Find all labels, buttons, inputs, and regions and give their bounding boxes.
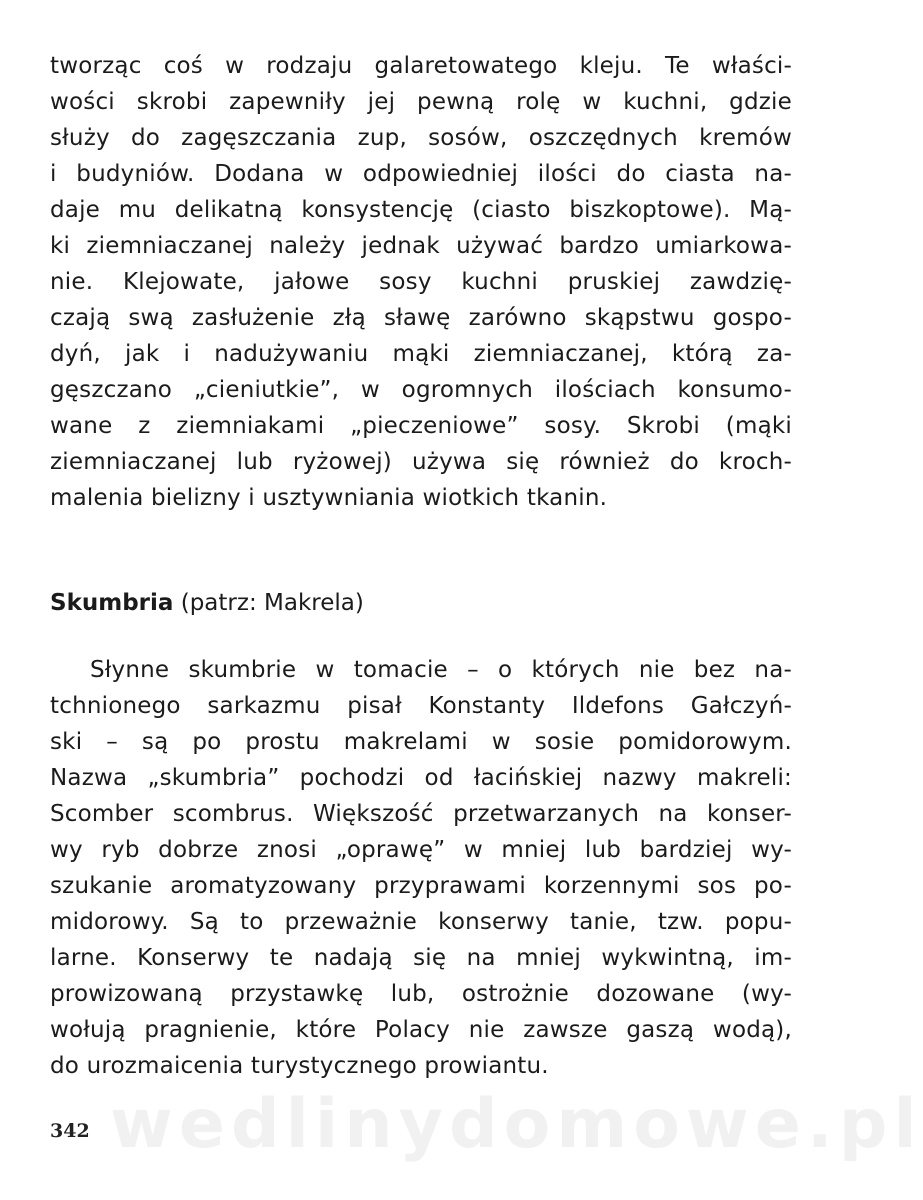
watermark: wedlinydomowe.pl <box>110 1085 923 1164</box>
text-line: prowizowaną przystawkę lub, ostrożnie dozowane (wy- <box>50 981 792 1007</box>
text-line: tworząc coś w rodzaju galaretowatego kleju. Te właści- <box>50 53 792 79</box>
text-line: malenia bielizny i usztywniania wiotkich tkanin. <box>50 485 608 511</box>
text-line: i budyniów. Dodana w odpowiedniej ilości do ciasta na- <box>50 161 792 187</box>
text-line: nie. Klejowate, jałowe sosy kuchni pruskiej zawdzię- <box>50 269 792 295</box>
text-line: daje mu delikatną konsystencję (ciasto biszkoptowe). Mą- <box>50 197 792 223</box>
entry-term: Skumbria <box>50 590 174 616</box>
entry-cross-reference: (patrz: Makrela) <box>180 590 364 616</box>
text-line: midorowy. Są to przeważnie konserwy tanie, tzw. popu- <box>50 909 792 935</box>
text-line: tchnionego sarkazmu pisał Konstanty Ildefons Gałczyń- <box>50 693 792 719</box>
text-line: ski – są po prostu makrelami w sosie pomidorowym. <box>50 729 792 755</box>
text-line: ki ziemniaczanej należy jednak używać bardzo umiarkowa- <box>50 233 792 259</box>
text-line: wy ryb dobrze znosi „oprawę” w mniej lub bardziej wy- <box>50 837 792 863</box>
text-line: ziemniaczanej lub ryżowej) używa się również do kroch- <box>50 449 792 475</box>
text-line: Słynne skumbrie w tomacie – o których nie bez na- <box>90 657 792 683</box>
text-line: do urozmaicenia turystycznego prowiantu. <box>50 1053 549 1079</box>
text-line: wołują pragnienie, które Polacy nie zawsze gaszą wodą), <box>50 1017 792 1043</box>
text-line: wości skrobi zapewniły jej pewną rolę w kuchni, gdzie <box>50 89 792 115</box>
text-line: czają swą zasłużenie złą sławę zarówno skąpstwu gospo- <box>50 305 792 331</box>
text-line: gęszczano „cieniutkie”, w ogromnych ilościach konsumo- <box>50 377 792 403</box>
page-number: 342 <box>50 1120 90 1142</box>
text-line: wane z ziemniakami „pieczeniowe” sosy. Skrobi (mąki <box>50 413 792 439</box>
entry-heading <box>50 585 364 621</box>
text-line: służy do zagęszczania zup, sosów, oszczędnych kremów <box>50 125 792 151</box>
text-line: szukanie aromatyzowany przyprawami korzennymi sos po- <box>50 873 792 899</box>
text-line: Scomber scombrus. Większość przetwarzanych na konser- <box>50 801 792 827</box>
text-line: larne. Konserwy te nadają się na mniej wykwintną, im- <box>50 945 792 971</box>
text-line: Nazwa „skumbria” pochodzi od łacińskiej nazwy makreli: <box>50 765 792 791</box>
text-line: dyń, jak i nadużywaniu mąki ziemniaczanej, którą za- <box>50 341 792 367</box>
